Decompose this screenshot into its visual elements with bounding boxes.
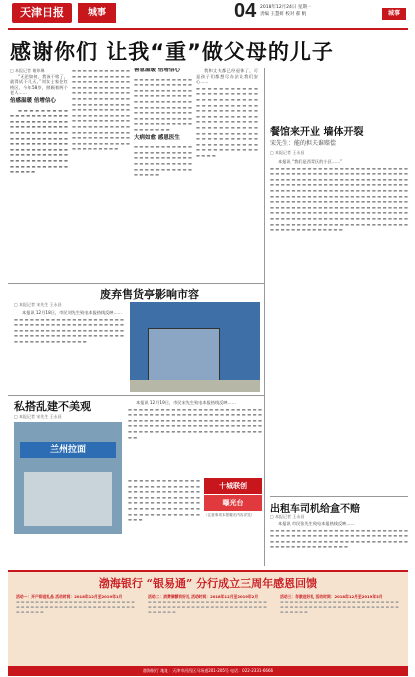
main-col4-text: 我和丈夫都已经退休了，可是孩子们都想尽办法让我们安心…… (196, 68, 258, 85)
header-rule (8, 28, 408, 30)
newspaper-logo: 天津日报 (12, 3, 72, 23)
main-col1-filler: ▬ ▬ ▬ ▬ ▬ ▬ ▬ ▬ ▬ ▬ ▬ ▬ ▬ ▬ ▬ ▬ ▬ ▬ ▬ ▬ ▬ ▬ ▬ ▬ ▬ ▬ ▬ ▬ ▬ ▬ ▬ ▬ ▬ ▬ ▬ ▬ ▬ ▬ ▬ ▬ ▬ ▬ ▬ ▬ ▬ ▬ ▬ ▬ ▬ ▬ ▬ ▬ ▬ ▬ ▬ ▬ ▬ ▬ ▬ ▬ ▬ ▬ ▬ ▬ ▬ ▬ ▬ ▬ ▬ ▬ ▬ ▬ ▬ ▬ ▬ ▬ ▬ ▬ ▬ ▬ ▬ ▬ ▬ ▬ ▬ ▬ ▬ ▬ ▬ ▬ ▬ ▬ ▬ ▬ ▬ ▬ ▬ ▬ ▬ ▬ ▬ ▬ ▬ ▬ ▬ ▬ ▬ ▬ ▬ ▬ ▬ ▬ ▬ ▬ ▬ ▬ ▬ ▬ ▬ ▬ ▬ ▬ ▬ ▬ (10, 107, 68, 175)
main-col3-filler-2: ▬ ▬ ▬ ▬ ▬ ▬ ▬ ▬ ▬ ▬ ▬ ▬ ▬ ▬ ▬ ▬ ▬ ▬ ▬ ▬ ▬ ▬ ▬ ▬ ▬ ▬ ▬ ▬ ▬ ▬ ▬ ▬ ▬ ▬ ▬ ▬ ▬ ▬ ▬ ▬ ▬ ▬ ▬ ▬ ▬ ▬ ▬ ▬ ▬ ▬ ▬ ▬ ▬ ▬ ▬ ▬ ▬ ▬ ▬ ▬ (134, 144, 192, 178)
kiosk-byline: □ 本报记者 宋先生 王永昌 (14, 302, 62, 307)
kiosk-photo-booth (148, 328, 220, 388)
right-subhead: 宋先生：能的担夫谁赔偿 (270, 140, 337, 147)
kiosk-headline: 废弃售货亭影响市容 (100, 288, 199, 301)
main-col-2: ▬ ▬ ▬ ▬ ▬ ▬ ▬ ▬ ▬ ▬ ▬ ▬ ▬ ▬ ▬ ▬ ▬ ▬ ▬ ▬ ▬ ▬ ▬ ▬ ▬ ▬ ▬ ▬ ▬ ▬ ▬ ▬ ▬ ▬ ▬ ▬ ▬ ▬ ▬ ▬ ▬ ▬ ▬ ▬ ▬ ▬ ▬ ▬ ▬ ▬ ▬ ▬ ▬ ▬ ▬ ▬ ▬ ▬ ▬ ▬ ▬ ▬ ▬ ▬ ▬ ▬ ▬ ▬ ▬ ▬ ▬ ▬ ▬ ▬ ▬ ▬ ▬ ▬ ▬ ▬ ▬ ▬ ▬ ▬ ▬ ▬ ▬ ▬ ▬ ▬ ▬ ▬ ▬ ▬ ▬ ▬ ▬ ▬ ▬ ▬ ▬ ▬ ▬ ▬ ▬ ▬ ▬ ▬ ▬ ▬ ▬ ▬ ▬ ▬ ▬ ▬ ▬ ▬ ▬ ▬ ▬ ▬ ▬ ▬ ▬ ▬ ▬ ▬ ▬ ▬ ▬ ▬ ▬ ▬ ▬ ▬ ▬ ▬ ▬ ▬ ▬ ▬ ▬ ▬ ▬ ▬ ▬ ▬ ▬ ▬ ▬ ▬ ▬ ▬ ▬ ▬ ▬ ▬ ▬ ▬ ▬ ▬ ▬ (72, 68, 130, 152)
main-col-4 (196, 68, 258, 278)
kiosk-filler: ▬ ▬ ▬ ▬ ▬ ▬ ▬ ▬ ▬ ▬ ▬ ▬ ▬ ▬ ▬ ▬ ▬ ▬ ▬ ▬ ▬ ▬ ▬ ▬ ▬ ▬ ▬ ▬ ▬ ▬ ▬ ▬ ▬ ▬ ▬ ▬ ▬ ▬ ▬ ▬ ▬ ▬ ▬ ▬ ▬ ▬ ▬ ▬ ▬ ▬ ▬ ▬ ▬ ▬ ▬ ▬ ▬ ▬ ▬ ▬ ▬ ▬ ▬ ▬ ▬ ▬ ▬ ▬ ▬ ▬ ▬ ▬ ▬ ▬ ▬ ▬ ▬ ▬ ▬ ▬ ▬ ▬ ▬ ▬ ▬ ▬ ▬ ▬ ▬ ▬ ▬ ▬ ▬ ▬ ▬ ▬ ▬ ▬ (14, 316, 124, 344)
taxi-byline: □ 本报记者 王永昌 (270, 514, 305, 519)
taxi-text (270, 521, 408, 567)
main-col-3 (134, 68, 192, 278)
editors-line: 责编 王慧妍 校对 郝 帆 (260, 12, 307, 17)
main-headline: 感谢你们 让我“重”做父母的儿子 (10, 40, 334, 64)
stall-text-2: ▬ ▬ ▬ ▬ ▬ ▬ ▬ ▬ ▬ ▬ ▬ ▬ ▬ ▬ ▬ ▬ ▬ ▬ ▬ ▬ ▬ ▬ ▬ ▬ ▬ ▬ ▬ ▬ ▬ ▬ ▬ ▬ ▬ ▬ ▬ ▬ ▬ ▬ ▬ ▬ ▬ ▬ ▬ ▬ ▬ ▬ ▬ ▬ ▬ ▬ ▬ ▬ ▬ ▬ ▬ ▬ ▬ ▬ ▬ ▬ ▬ ▬ ▬ ▬ ▬ ▬ ▬ ▬ ▬ ▬ ▬ ▬ ▬ ▬ ▬ ▬ ▬ ▬ ▬ ▬ ▬ ▬ ▬ ▬ ▬ ▬ ▬ ▬ ▬ ▬ ▬ ▬ ▬ ▬ (128, 478, 200, 523)
ad-col1-text: 活动一：开户即送礼品 活动时间：2018年12月至2019年1月 (16, 594, 123, 599)
stall-photo-sign: 兰州拉面 (20, 442, 116, 458)
right-body (270, 159, 408, 489)
header-info (260, 4, 311, 18)
ad-col-1: 活动一：开户即送礼品 活动时间：2018年12月至2019年1月 ▬ ▬ ▬ ▬ ▬ ▬ ▬ ▬ ▬ ▬ ▬ ▬ ▬ ▬ ▬ ▬ ▬ ▬ ▬ ▬ ▬ ▬ ▬ ▬ ▬ ▬ ▬ ▬ ▬ ▬ ▬ ▬ ▬ ▬ ▬ ▬ ▬ ▬ ▬ ▬ ▬ ▬ ▬ ▬ ▬ ▬ ▬ ▬ ▬ ▬ ▬ ▬ ▬ ▬ ▬ ▬ (16, 594, 135, 614)
right-byline: □ 本报记者 王永昌 (270, 150, 305, 155)
main-subhead-3: 大病如愈 感恩医生 (134, 134, 180, 141)
taxi-headline: 出租车司机给盒不赔 (270, 504, 360, 515)
kiosk-intro: 本报讯 12月18日，市民刘先生致电本报热线反映…… (22, 310, 122, 315)
section-rule-1 (8, 283, 264, 284)
main-col-1 (10, 68, 68, 278)
joint-box-caption: （注意事项本报曝光内容详见） (204, 513, 255, 517)
stall-filler: ▬ ▬ ▬ ▬ ▬ ▬ ▬ ▬ ▬ ▬ ▬ ▬ ▬ ▬ ▬ ▬ ▬ ▬ ▬ ▬ ▬ ▬ ▬ ▬ ▬ ▬ ▬ ▬ ▬ ▬ ▬ ▬ ▬ ▬ ▬ ▬ ▬ ▬ ▬ ▬ ▬ ▬ ▬ ▬ ▬ ▬ ▬ ▬ ▬ ▬ ▬ ▬ ▬ ▬ ▬ ▬ ▬ ▬ ▬ ▬ ▬ ▬ ▬ ▬ ▬ ▬ ▬ ▬ ▬ ▬ ▬ ▬ ▬ ▬ ▬ ▬ ▬ ▬ ▬ ▬ ▬ ▬ ▬ ▬ ▬ ▬ ▬ ▬ ▬ ▬ ▬ ▬ ▬ ▬ ▬ ▬ ▬ ▬ ▬ ▬ ▬ ▬ ▬ ▬ ▬ ▬ ▬ ▬ ▬ ▬ ▬ ▬ ▬ ▬ ▬ ▬ ▬ ▬ ▬ ▬ ▬ ▬ ▬ ▬ ▬ ▬ ▬ (128, 406, 262, 440)
right-intro: 本报讯 “我们是西青区的小区……” (278, 159, 343, 164)
main-col3-filler: ▬ ▬ ▬ ▬ ▬ ▬ ▬ ▬ ▬ ▬ ▬ ▬ ▬ ▬ ▬ ▬ ▬ ▬ ▬ ▬ ▬ ▬ ▬ ▬ ▬ ▬ ▬ ▬ ▬ ▬ ▬ ▬ ▬ ▬ ▬ ▬ ▬ ▬ ▬ ▬ ▬ ▬ ▬ ▬ ▬ ▬ ▬ ▬ ▬ ▬ ▬ ▬ ▬ ▬ ▬ ▬ ▬ ▬ ▬ ▬ ▬ ▬ ▬ ▬ ▬ ▬ ▬ ▬ ▬ ▬ ▬ ▬ ▬ ▬ ▬ ▬ ▬ ▬ ▬ ▬ ▬ ▬ ▬ ▬ ▬ ▬ ▬ ▬ ▬ ▬ ▬ ▬ ▬ ▬ ▬ ▬ ▬ ▬ ▬ ▬ ▬ ▬ ▬ ▬ ▬ ▬ (134, 76, 192, 132)
ad-title: 渤海银行 “银易通” 分行成立三周年感恩回馈 (98, 577, 318, 590)
section-rule-3 (270, 496, 408, 497)
column-divider (264, 68, 265, 566)
stall-photo (14, 422, 122, 534)
joint-box-line1: 十城联创 (204, 478, 262, 494)
page-number: 04 (234, 0, 257, 22)
main-byline: □ 本报记者 谢炜琳 (10, 68, 45, 73)
main-subhead-1: 倍感温暖 倍增信心 (10, 97, 56, 104)
kiosk-photo (130, 302, 260, 392)
stall-headline: 私搭乱建不美观 (14, 400, 91, 413)
ad-col-2: 活动二：消费满额有好礼 活动时间：2018年12月至2019年2月 ▬ ▬ ▬ ▬ ▬ ▬ ▬ ▬ ▬ ▬ ▬ ▬ ▬ ▬ ▬ ▬ ▬ ▬ ▬ ▬ ▬ ▬ ▬ ▬ ▬ ▬ ▬ ▬ ▬ ▬ ▬ ▬ ▬ ▬ ▬ ▬ ▬ ▬ ▬ ▬ ▬ ▬ ▬ ▬ ▬ ▬ ▬ ▬ ▬ ▬ ▬ ▬ ▬ ▬ ▬ ▬ (148, 594, 267, 614)
main-subhead-2: 善意温暖 倍增信心 (134, 68, 180, 73)
stall-intro: 本报讯 12月19日，市民宋先生致电本报热线反映…… (136, 400, 236, 405)
joint-box (204, 478, 262, 534)
stall-byline: □ 本报记者 宋先生 王永昌 (14, 414, 62, 419)
right-article (270, 126, 408, 489)
ad-footer: 渤海银行 地址：天津市河西区马场道201-205号 电话：022-2331-6666 (8, 666, 408, 676)
stall-photo-storefront (24, 472, 112, 526)
stall-text (128, 400, 262, 476)
kiosk-photo-ground (130, 380, 260, 392)
ad-col3-text: 活动三：存款送好礼 活动时间：2018年12月至2019年3月 (280, 594, 383, 599)
right-headline: 餐馆来开业 墙体开裂 (270, 127, 364, 138)
right-body-filler: ▬ ▬ ▬ ▬ ▬ ▬ ▬ ▬ ▬ ▬ ▬ ▬ ▬ ▬ ▬ ▬ ▬ ▬ ▬ ▬ ▬ ▬ ▬ ▬ ▬ ▬ ▬ ▬ ▬ ▬ ▬ ▬ ▬ ▬ ▬ ▬ ▬ ▬ ▬ ▬ ▬ ▬ ▬ ▬ ▬ ▬ ▬ ▬ ▬ ▬ ▬ ▬ ▬ ▬ ▬ ▬ ▬ ▬ ▬ ▬ ▬ ▬ ▬ ▬ ▬ ▬ ▬ ▬ ▬ ▬ ▬ ▬ ▬ ▬ ▬ ▬ ▬ ▬ ▬ ▬ ▬ ▬ ▬ ▬ ▬ ▬ ▬ ▬ ▬ ▬ ▬ ▬ ▬ ▬ ▬ ▬ ▬ ▬ ▬ ▬ ▬ ▬ ▬ ▬ ▬ ▬ ▬ ▬ ▬ ▬ ▬ ▬ ▬ ▬ ▬ ▬ ▬ ▬ ▬ ▬ ▬ ▬ ▬ ▬ ▬ ▬ ▬ ▬ ▬ ▬ ▬ ▬ ▬ ▬ ▬ ▬ ▬ ▬ ▬ ▬ ▬ ▬ ▬ ▬ ▬ ▬ ▬ ▬ ▬ ▬ ▬ ▬ ▬ ▬ ▬ ▬ ▬ ▬ ▬ ▬ ▬ ▬ ▬ ▬ ▬ ▬ ▬ ▬ ▬ ▬ ▬ ▬ ▬ ▬ ▬ ▬ ▬ ▬ ▬ ▬ ▬ ▬ ▬ ▬ ▬ ▬ ▬ ▬ ▬ ▬ ▬ ▬ ▬ ▬ ▬ ▬ ▬ ▬ ▬ ▬ ▬ ▬ ▬ ▬ ▬ ▬ ▬ ▬ ▬ ▬ ▬ ▬ ▬ ▬ ▬ ▬ ▬ ▬ ▬ ▬ ▬ ▬ ▬ ▬ ▬ ▬ ▬ ▬ ▬ ▬ ▬ ▬ ▬ ▬ ▬ ▬ ▬ ▬ ▬ ▬ ▬ ▬ ▬ ▬ ▬ ▬ ▬ ▬ ▬ ▬ ▬ ▬ ▬ ▬ ▬ ▬ ▬ ▬ ▬ ▬ ▬ ▬ ▬ ▬ ▬ ▬ ▬ ▬ ▬ ▬ ▬ ▬ ▬ ▬ ▬ ▬ ▬ ▬ ▬ ▬ ▬ ▬ ▬ ▬ ▬ ▬ ▬ ▬ ▬ ▬ ▬ ▬ ▬ ▬ ▬ ▬ ▬ ▬ ▬ ▬ (270, 165, 408, 233)
main-col4-filler: ▬ ▬ ▬ ▬ ▬ ▬ ▬ ▬ ▬ ▬ ▬ ▬ ▬ ▬ ▬ ▬ ▬ ▬ ▬ ▬ ▬ ▬ ▬ ▬ ▬ ▬ ▬ ▬ ▬ ▬ ▬ ▬ ▬ ▬ ▬ ▬ ▬ ▬ ▬ ▬ ▬ ▬ ▬ ▬ ▬ ▬ ▬ ▬ ▬ ▬ ▬ ▬ ▬ ▬ ▬ ▬ ▬ ▬ ▬ ▬ ▬ ▬ ▬ ▬ ▬ ▬ ▬ ▬ ▬ ▬ ▬ ▬ ▬ ▬ ▬ ▬ ▬ ▬ ▬ ▬ ▬ ▬ ▬ ▬ ▬ ▬ ▬ ▬ ▬ ▬ ▬ ▬ ▬ ▬ ▬ ▬ ▬ ▬ ▬ ▬ ▬ ▬ ▬ ▬ ▬ ▬ ▬ ▬ ▬ ▬ ▬ ▬ ▬ ▬ ▬ ▬ ▬ ▬ ▬ ▬ ▬ ▬ ▬ ▬ ▬ ▬ ▬ ▬ ▬ ▬ ▬ ▬ ▬ ▬ ▬ ▬ (196, 85, 258, 158)
main-intro: “无论如何，我该干啥了，就得试干几天。”刘女士家住红桥区，今年58岁，照顾着两个老人…… (10, 73, 68, 96)
section-tag: 城事 (382, 8, 406, 20)
ad-col2-text: 活动二：消费满额有好礼 活动时间：2018年12月至2019年2月 (148, 594, 259, 599)
section-label: 城事 (78, 3, 116, 23)
taxi-filler: ▬ ▬ ▬ ▬ ▬ ▬ ▬ ▬ ▬ ▬ ▬ ▬ ▬ ▬ ▬ ▬ ▬ ▬ ▬ ▬ ▬ ▬ ▬ ▬ ▬ ▬ ▬ ▬ ▬ ▬ ▬ ▬ ▬ ▬ ▬ ▬ ▬ ▬ ▬ ▬ ▬ ▬ ▬ ▬ ▬ ▬ ▬ ▬ ▬ ▬ ▬ ▬ ▬ ▬ ▬ ▬ ▬ ▬ ▬ ▬ ▬ ▬ ▬ ▬ ▬ ▬ ▬ ▬ ▬ ▬ ▬ ▬ ▬ ▬ ▬ ▬ ▬ ▬ ▬ ▬ ▬ ▬ ▬ ▬ ▬ ▬ ▬ ▬ ▬ ▬ ▬ ▬ ▬ (270, 527, 408, 550)
issue-date: 2018年12月24日 星期一 (260, 5, 312, 10)
ad-col-3: 活动三：存款送好礼 活动时间：2018年12月至2019年3月 ▬ ▬ ▬ ▬ ▬ ▬ ▬ ▬ ▬ ▬ ▬ ▬ ▬ ▬ ▬ ▬ ▬ ▬ ▬ ▬ ▬ ▬ ▬ ▬ ▬ ▬ ▬ ▬ ▬ ▬ ▬ ▬ ▬ ▬ ▬ ▬ ▬ ▬ ▬ ▬ ▬ ▬ ▬ ▬ ▬ ▬ ▬ ▬ ▬ ▬ ▬ ▬ ▬ ▬ ▬ ▬ (280, 594, 399, 614)
taxi-intro: 本报讯 市民张先生致电本报热线反映…… (278, 521, 355, 526)
section-rule-2 (8, 395, 264, 396)
ad-banner (8, 570, 408, 676)
joint-box-line2: 曝光台 (204, 495, 262, 511)
kiosk-text (14, 310, 124, 380)
